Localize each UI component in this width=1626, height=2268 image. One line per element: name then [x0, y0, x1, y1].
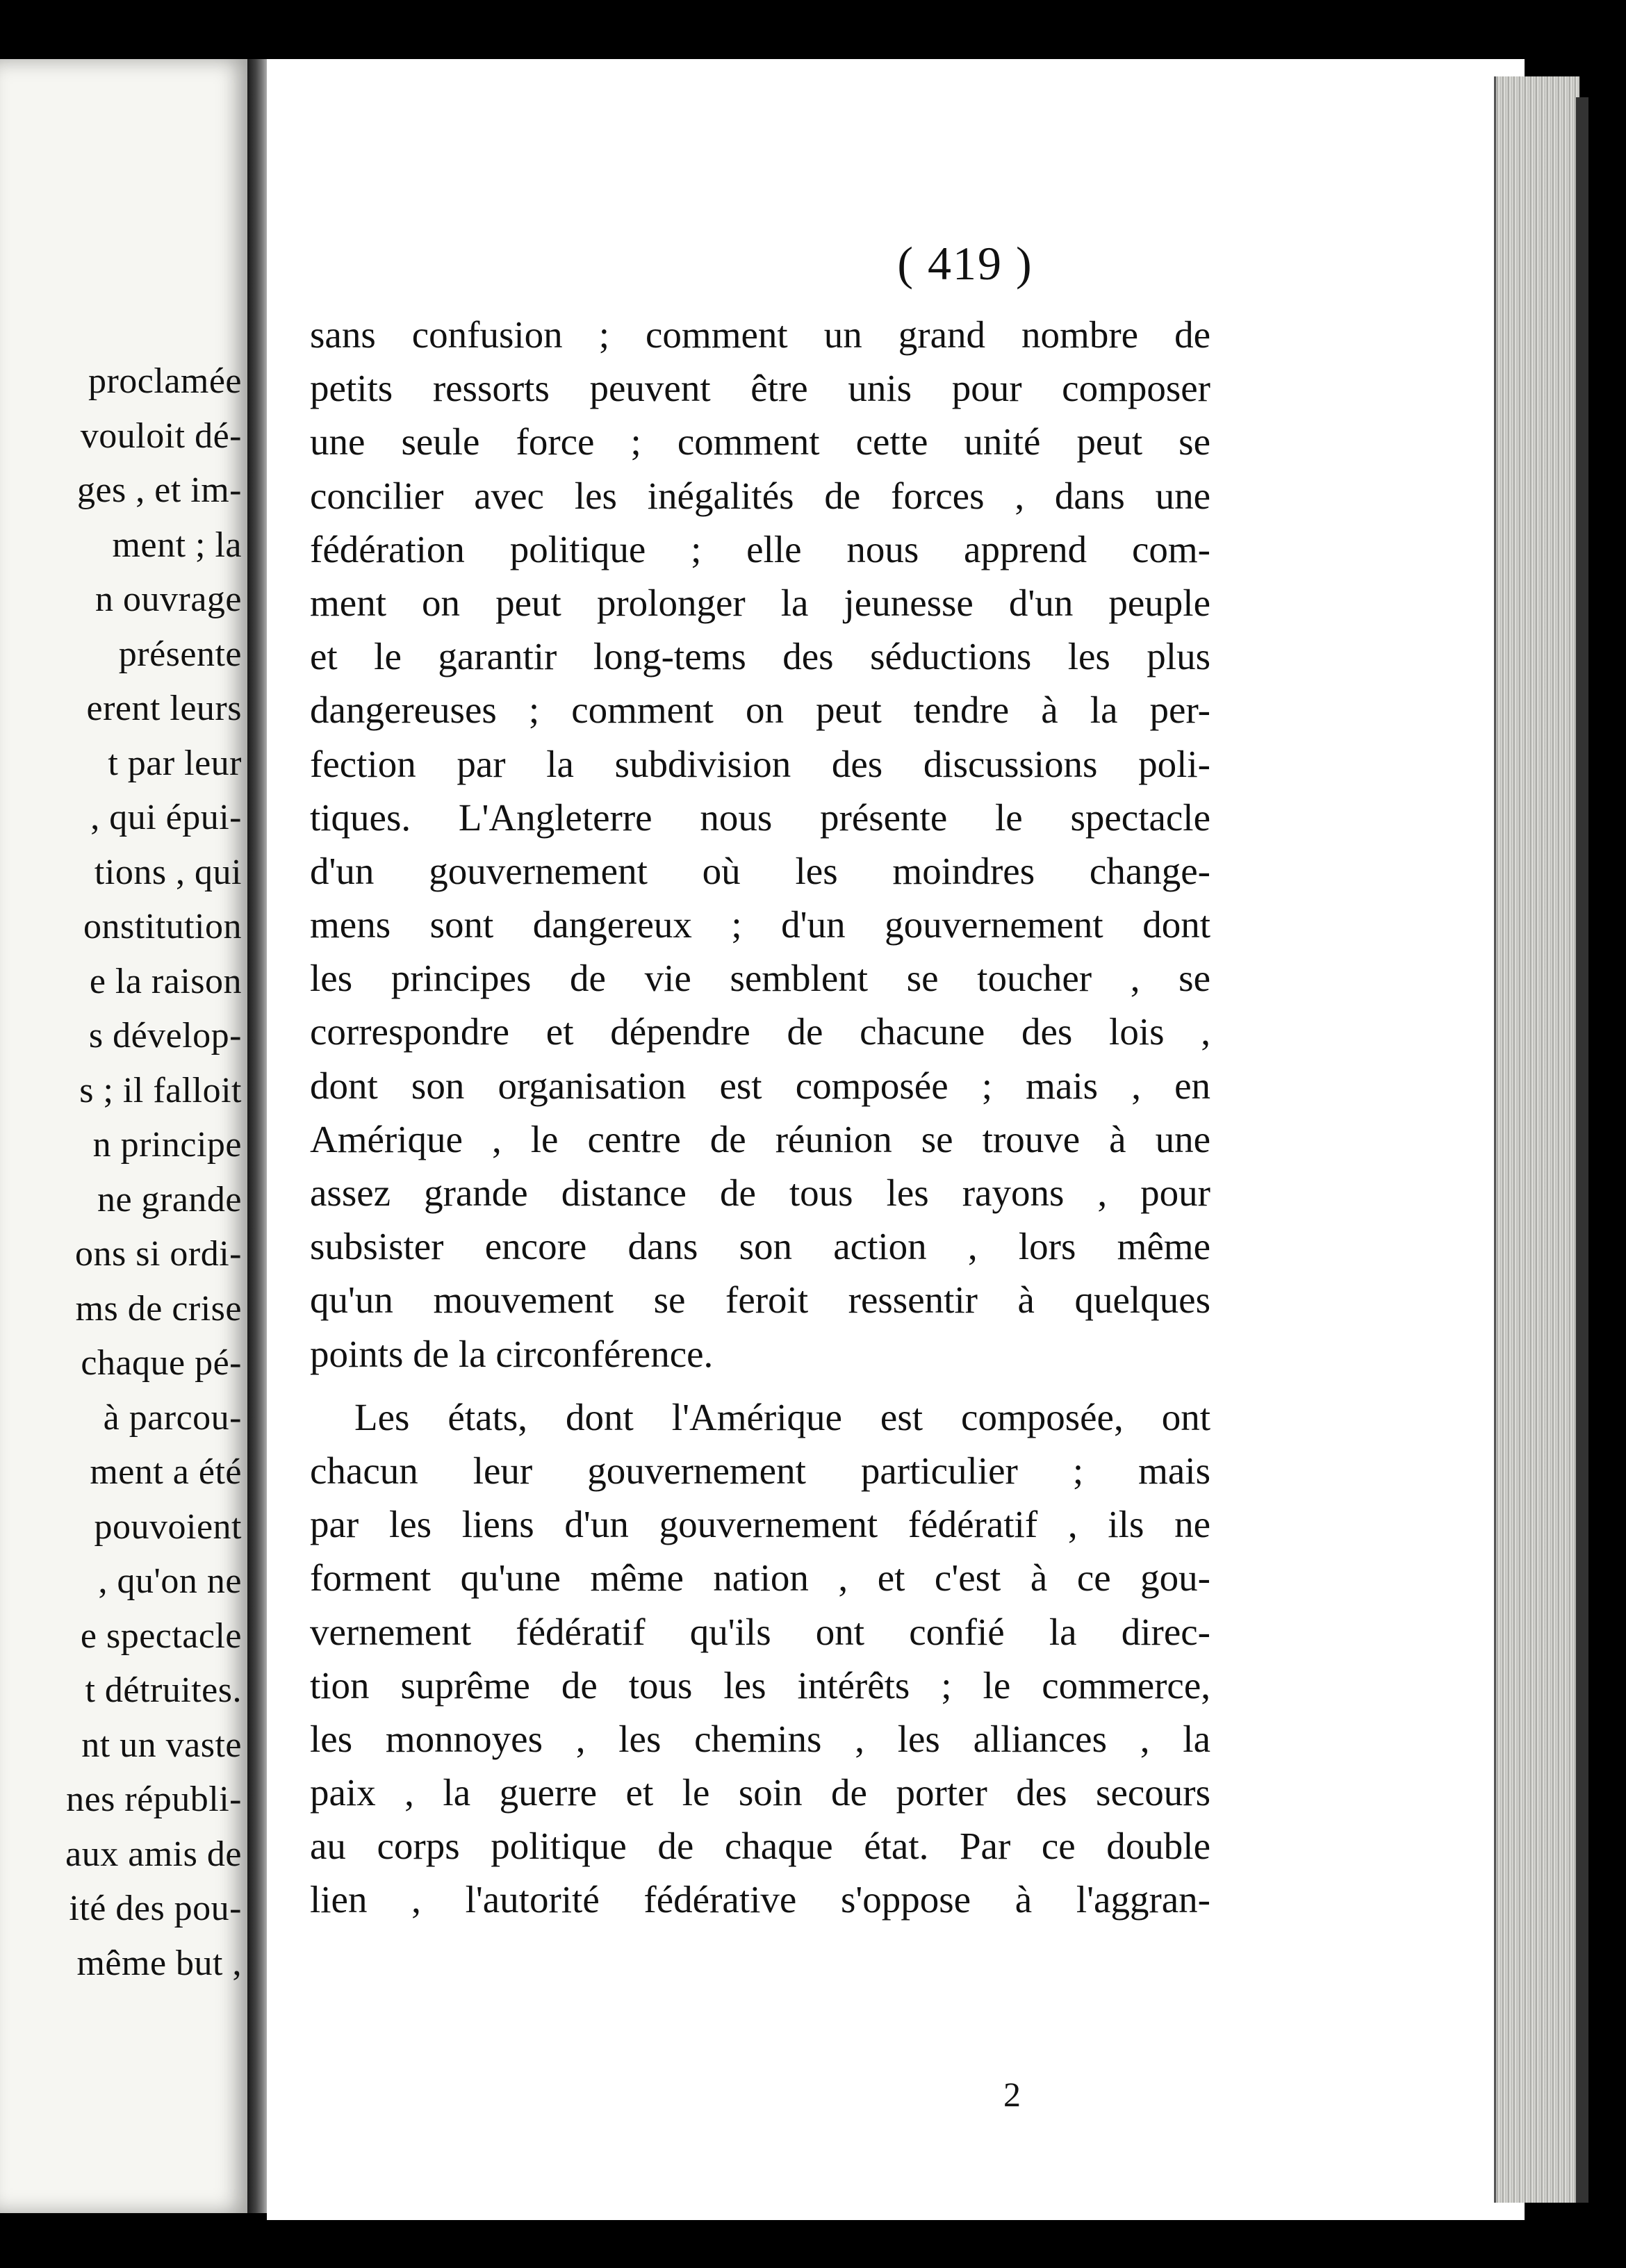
text-line: Amérique , le centre de réunion se trouve à une	[310, 1117, 1210, 1160]
left-line: ges , et im-	[76, 470, 242, 510]
text-line: vernement fédératif qu'ils ont confié la direc-	[310, 1610, 1210, 1653]
left-line: nt un vaste	[81, 1725, 242, 1765]
left-line: vouloit dé-	[80, 416, 242, 456]
left-line: proclamée	[88, 361, 242, 401]
text-line: fédération politique ; elle nous apprend com-	[310, 527, 1210, 570]
left-line: ons si ordi-	[75, 1234, 242, 1274]
text-line: ment on peut prolonger la jeunesse d'un peuple	[310, 581, 1210, 624]
left-line: même but ,	[76, 1943, 242, 1983]
text-line: Les états, dont l'Amérique est composée, ont	[354, 1395, 1210, 1438]
text-line: une seule force ; comment cette unité peut se	[310, 420, 1210, 463]
left-line: ne grande	[97, 1179, 242, 1219]
text-line: assez grande distance de tous les rayons , pour	[310, 1172, 1210, 1214]
text-line: tiques. L'Angleterre nous présente le spectacle	[310, 796, 1210, 839]
text-line: concilier avec les inégalités de forces , dans une	[310, 474, 1210, 517]
text-line: sans confusion ; comment un grand nombre de	[310, 313, 1210, 356]
page-number: ( 419 )	[897, 237, 1033, 290]
left-line: s dévelop-	[88, 1016, 242, 1055]
text-line: mens sont dangereux ; d'un gouvernement dont	[310, 903, 1210, 946]
text-line: les monnoyes , les chemins , les alliances , la	[310, 1717, 1210, 1760]
text-line: au corps politique de chaque état. Par ce double	[310, 1825, 1210, 1868]
text-line: dont son organisation est composée ; mais , en	[310, 1064, 1210, 1107]
text-line: les principes de vie semblent se toucher , se	[310, 957, 1210, 1000]
left-line: pouvoient	[94, 1506, 242, 1547]
text-line: lien , l'autorité fédérative s'oppose à l'aggran-	[310, 1878, 1210, 1921]
left-line: , qu'on ne	[98, 1561, 242, 1601]
book-edge-shadow	[1576, 97, 1588, 2203]
text-line: points de la circonférence.	[310, 1332, 714, 1375]
text-line: dangereuses ; comment on peut tendre à la per-	[310, 689, 1210, 732]
left-line: chaque pé-	[81, 1343, 242, 1383]
signature-mark: 2	[1003, 2075, 1021, 2114]
text-line: fection par la subdivision des discussions poli-	[310, 742, 1210, 785]
text-line: qu'un mouvement se feroit ressentir à quelques	[310, 1279, 1210, 1322]
right-page	[267, 59, 1525, 2220]
left-line: ment a été	[90, 1452, 242, 1492]
left-line: n ouvrage	[95, 580, 242, 619]
text-line: d'un gouvernement où les moindres change-	[310, 849, 1210, 892]
text-line: petits ressorts peuvent être unis pour composer	[310, 367, 1210, 410]
left-line: tions , qui	[94, 852, 242, 892]
paragraph-gap	[310, 1381, 1210, 1390]
text-line: et le garantir long-tems des séductions les plus	[310, 635, 1210, 678]
left-page-text	[0, 354, 242, 1991]
text-line: par les liens d'un gouvernement fédératif , ils ne	[310, 1503, 1210, 1546]
text-line: subsister encore dans son action , lors même	[310, 1225, 1210, 1268]
left-line: t détruites.	[85, 1670, 242, 1710]
left-line: s ; il falloit	[79, 1070, 242, 1110]
left-line: e la raison	[89, 961, 242, 1001]
left-line: présente	[118, 634, 242, 674]
left-line: ment ; la	[112, 525, 242, 565]
left-line: aux amis de	[65, 1834, 242, 1874]
book-page-edges	[1494, 76, 1579, 2203]
page-body-text	[310, 308, 1210, 1927]
left-line: e spectacle	[80, 1616, 242, 1656]
left-line: ms de crise	[75, 1288, 242, 1329]
text-line: tion suprême de tous les intérêts ; le commerce,	[310, 1663, 1210, 1707]
left-line: , qui épui-	[90, 798, 242, 837]
left-line: n principe	[92, 1125, 242, 1165]
left-line: à parcou-	[103, 1397, 242, 1438]
text-line: forment qu'une même nation , et c'est à ce gou-	[310, 1556, 1210, 1600]
left-line: t par leur	[108, 743, 242, 783]
text-line: paix , la guerre et le soin de porter des secours	[310, 1771, 1210, 1814]
text-line: correspondre et dépendre de chacune des lois ,	[310, 1010, 1210, 1053]
text-line: chacun leur gouvernement particulier ; mais	[310, 1449, 1210, 1492]
left-line: erent leurs	[86, 689, 242, 728]
left-line: onstitution	[83, 907, 242, 946]
left-line: nes républi-	[66, 1780, 242, 1819]
left-facing-page	[0, 59, 250, 2213]
left-line: ité des pou-	[69, 1889, 242, 1928]
page-gutter	[247, 59, 268, 2213]
